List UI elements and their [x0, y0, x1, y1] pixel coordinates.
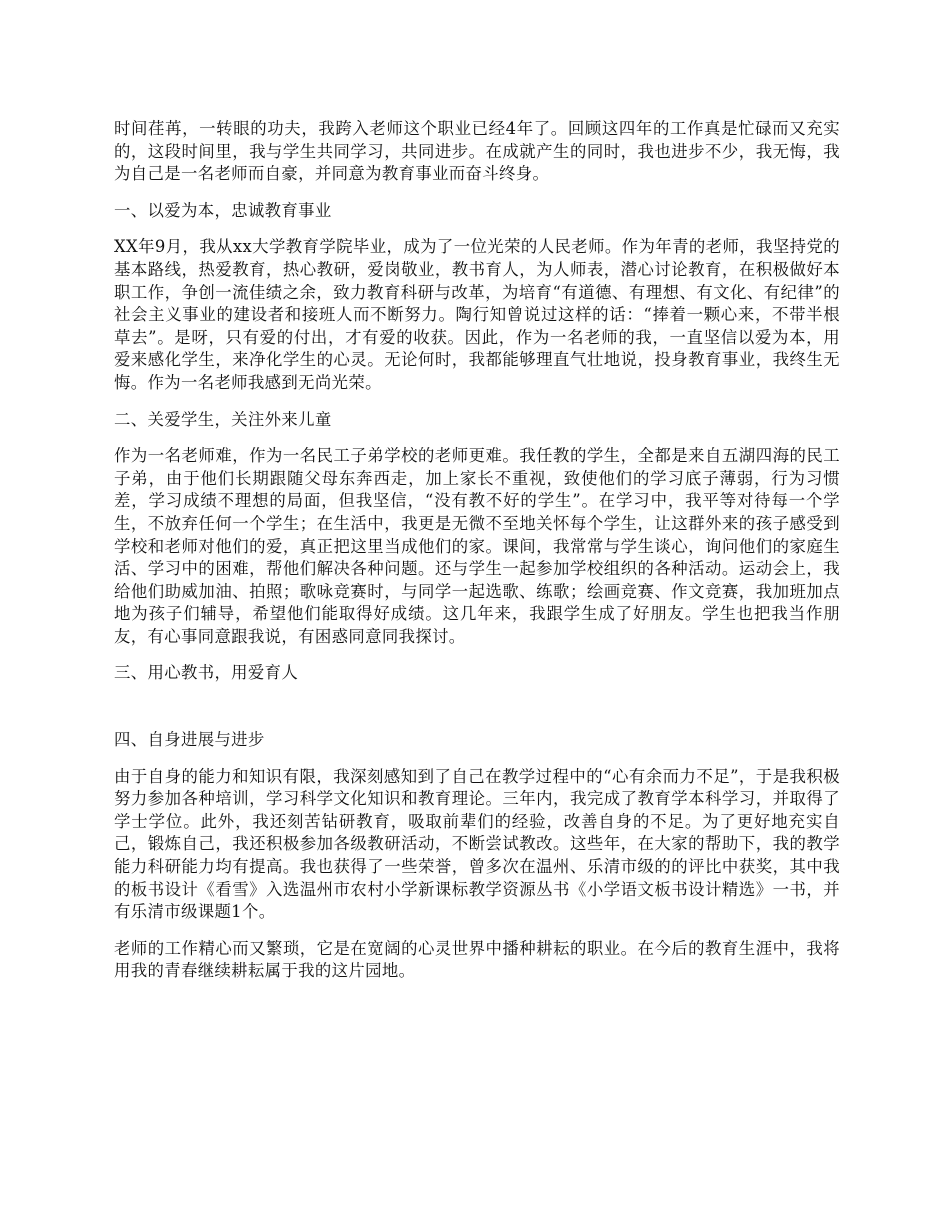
section-2-paragraph: 作为一名老师难，作为一名民工子弟学校的老师更难。我任教的学生，全都是来自五湖四海的民工子弟，由于他们长期跟随父母东奔西走，加上家长不重视，致使他们的学习底子薄弱，行为习惯差，学习成绩不理想的局面，但我坚信，“没有教不好的学生”。在学习中，我平等对待每一个学生，不放弃任何一个学生；在生活中，我更是无微不至地关怀每个学生，让这群外来的孩子感受到学校和老师对他们的爱，真正把这里当成他们的家。课间，我常常与学生谈心，询问他们的家庭生活、学习中的困难，帮他们解决各种问题。还与学生一起参加学校组织的各种活动。运动会上，我给他们助威加油、拍照；歌咏竞赛时，与同学一起选歌、练歌；绘画竞赛、作文竞赛，我加班加点地为孩子们辅导，希望他们能取得好成绩。这几年来，我跟学生成了好朋友。学生也把我当作朋友，有心事同意跟我说，有困惑同意同我探讨。 — [114, 446, 840, 646]
document-page — [114, 118, 840, 997]
section-1-paragraph: XX年9月，我从xx大学教育学院毕业，成为了一位光荣的人民老师。作为年青的老师，我坚持党的基本路线，热爱教育，热心教研，爱岗敬业，教书育人，为人师表，潜心讨论教育，在积极做好本职工作，争创一流佳绩之余，致力教育科研与改革，为培育“有道德、有理想、有文化、有纪律”的社会主义事业的建设者和接班人而不断努力。陶行知曾说过这样的话：“捧着一颗心来，不带半根草去”。是呀，只有爱的付出，才有爱的收获。因此，作为一名老师的我，一直坚信以爱为本，用爱来感化学生，来净化学生的心灵。无论何时，我都能够理直气壮地说，投身教育事业，我终生无悔。作为一名老师我感到无尚光荣。 — [114, 237, 840, 392]
section-3-empty-space — [114, 699, 840, 729]
closing-paragraph: 老师的工作精心而又繁琐，它是在宽阔的心灵世界中播种耕耘的职业。在今后的教育生涯中，我将用我的青春继续耕耘属于我的这片园地。 — [114, 938, 840, 981]
section-1-heading: 一、以爱为本，忠诚教育事业 — [114, 200, 332, 220]
section-4-heading: 四、自身进展与进步 — [114, 730, 265, 750]
section-3-heading: 三、用心教书，用爱育人 — [114, 663, 299, 683]
intro-paragraph: 时间荏苒，一转眼的功夫，我跨入老师这个职业已经4年了。回顾这四年的工作真是忙碌而又充实的，这段时间里，我与学生共同学习，共同进步。在成就产生的同时，我也进步不少，我无悔，我为自己是一名老师而自豪，并同意为教育事业而奋斗终身。 — [114, 119, 840, 184]
section-4-paragraph: 由于自身的能力和知识有限，我深刻感知到了自己在教学过程中的“心有余而力不足”，于是我积极努力参加各种培训，学习科学文化知识和教育理论。三年内，我完成了教育学本科学习，并取得了学士学位。此外，我还刻苦钻研教育，吸取前辈们的经验，改善自身的不足。为了更好地充实自己，锻炼自己，我还积极参加各级教研活动，不断尝试教改。这些年，在大家的帮助下，我的教学能力科研能力均有提高。我也获得了一些荣誉，曾多次在温州、乐清市级的的评比中获奖，其中我的板书设计《看雪》入选温州市农村小学新课标教学资源丛书《小学语文板书设计精选》一书，并有乐清市级课题1个。 — [114, 766, 840, 922]
section-2-heading: 二、关爱学生，关注外来儿童 — [114, 409, 332, 429]
